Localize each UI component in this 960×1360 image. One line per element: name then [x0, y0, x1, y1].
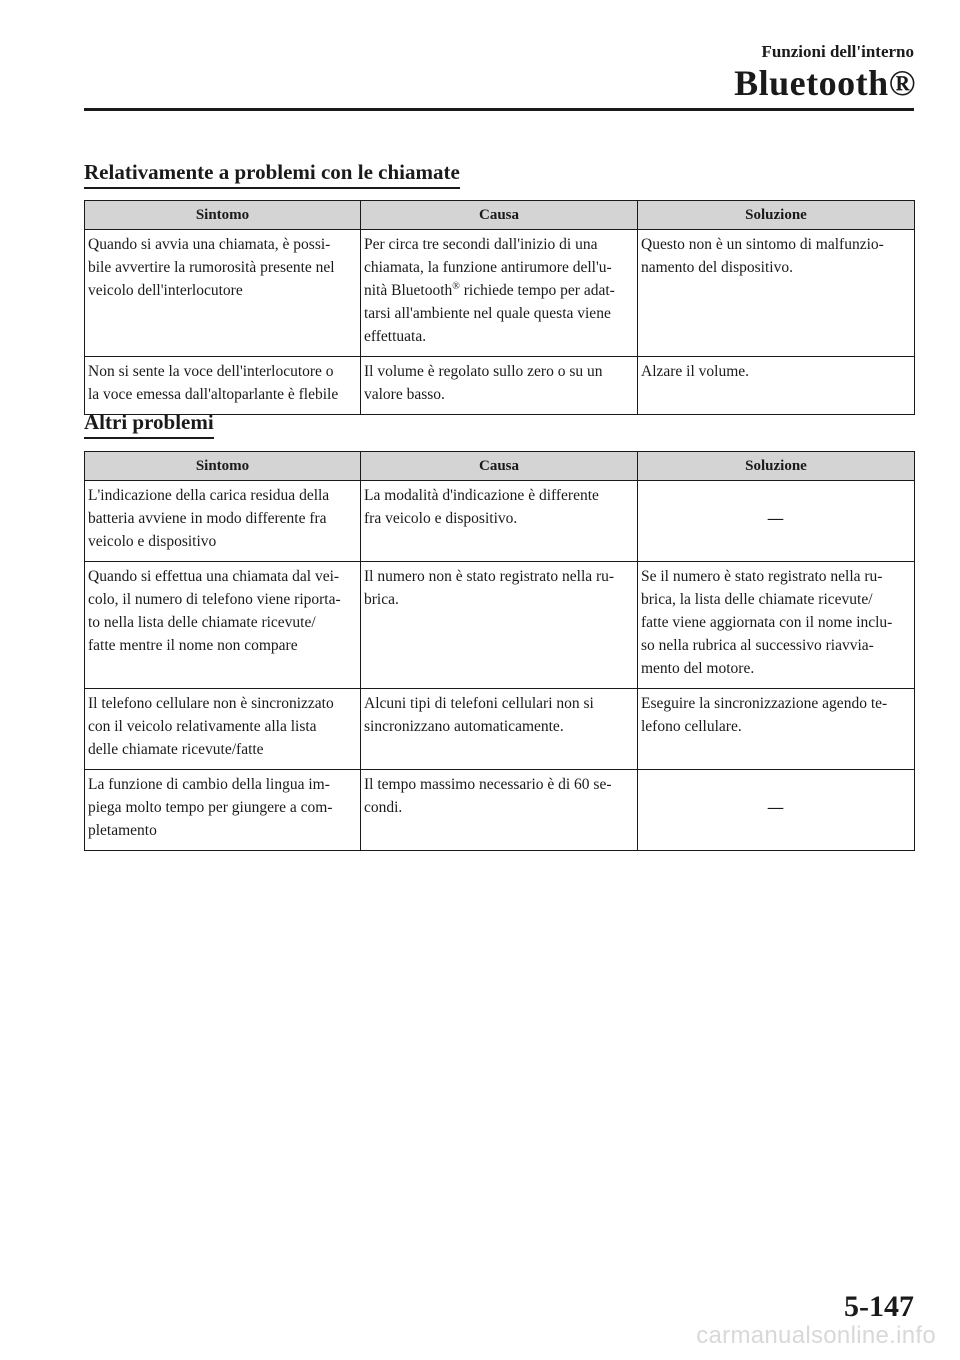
table-header-row: [85, 452, 915, 481]
cell-soluzione: —: [638, 481, 915, 562]
column-header-sintomo: Sintomo: [85, 201, 361, 230]
other-problems-table: [84, 451, 915, 851]
call-problems-table: [84, 200, 915, 415]
cell-causa: [361, 230, 638, 357]
section-heading-call-problems: Relativamente a problemi con le chiamate: [84, 160, 460, 189]
cell-soluzione: —: [638, 770, 915, 851]
column-header-causa: Causa: [361, 201, 638, 230]
table-row: [85, 357, 915, 415]
running-header-section: Funzioni dell'interno: [761, 42, 914, 61]
table-row: [85, 770, 915, 851]
cell-causa: Il tempo massimo necessario è di 60 se- condi.: [361, 770, 638, 851]
column-header-soluzione: Soluzione: [638, 201, 915, 230]
registered-mark: ®: [452, 280, 460, 292]
section-heading-other-problems: Altri problemi: [84, 410, 214, 439]
table-header-row: [85, 201, 915, 230]
cell-soluzione: Eseguire la sincronizzazione agendo te- lefono cellulare.: [638, 689, 915, 770]
cell-sintomo: La funzione di cambio della lingua im- piega molto tempo per giungere a com- pletamento: [85, 770, 361, 851]
table-row: [85, 230, 915, 357]
cell-sintomo: Il telefono cellulare non è sincronizzato con il veicolo relativamente alla lista delle chiamate ricevute/fatte: [85, 689, 361, 770]
cell-causa: Alcuni tipi di telefoni cellulari non si sincronizzano automaticamente.: [361, 689, 638, 770]
cell-sintomo: Quando si avvia una chiamata, è possi- bile avvertire la rumorosità presente nel veicolo dell'interlocutore: [85, 230, 361, 357]
cell-sintomo: L'indicazione della carica residua della batteria avviene in modo differente fra veicolo e dispositivo: [85, 481, 361, 562]
table-row: [85, 481, 915, 562]
cell-causa-text-continued: richiede tempo per adat- tarsi all'ambiente nel quale questa viene effettuata.: [364, 282, 615, 345]
cell-causa: La modalità d'indicazione è differente fra veicolo e dispositivo.: [361, 481, 638, 562]
page-number: 5-147: [844, 1290, 914, 1323]
table-row: [85, 562, 915, 689]
cell-soluzione: Alzare il volume.: [638, 357, 915, 415]
watermark: carmanualsonline.info: [696, 1322, 936, 1349]
table-row: [85, 689, 915, 770]
cell-soluzione: Questo non è un sintomo di malfunzio- namento del dispositivo.: [638, 230, 915, 357]
cell-causa-text: Per circa tre secondi dall'inizio di una chiamata, la funzione antirumore dell'u- nità Bluetooth: [364, 236, 612, 299]
column-header-soluzione: Soluzione: [638, 452, 915, 481]
cell-causa: Il numero non è stato registrato nella ru- brica.: [361, 562, 638, 689]
running-header-title: Bluetooth®: [734, 63, 916, 103]
cell-sintomo: Non si sente la voce dell'interlocutore o la voce emessa dall'altoparlante è flebile: [85, 357, 361, 415]
column-header-causa: Causa: [361, 452, 638, 481]
cell-causa: Il volume è regolato sullo zero o su un valore basso.: [361, 357, 638, 415]
column-header-sintomo: Sintomo: [85, 452, 361, 481]
cell-soluzione: Se il numero è stato registrato nella ru- brica, la lista delle chiamate ricevute/ fatte viene aggiornata con il nome inclu- so nella rubrica al successivo riavvia- mento del motore.: [638, 562, 915, 689]
header-divider: [84, 108, 914, 111]
cell-sintomo: Quando si effettua una chiamata dal vei- colo, il numero di telefono viene riporta- to nella lista delle chiamate ricevute/ fatte mentre il nome non compare: [85, 562, 361, 689]
